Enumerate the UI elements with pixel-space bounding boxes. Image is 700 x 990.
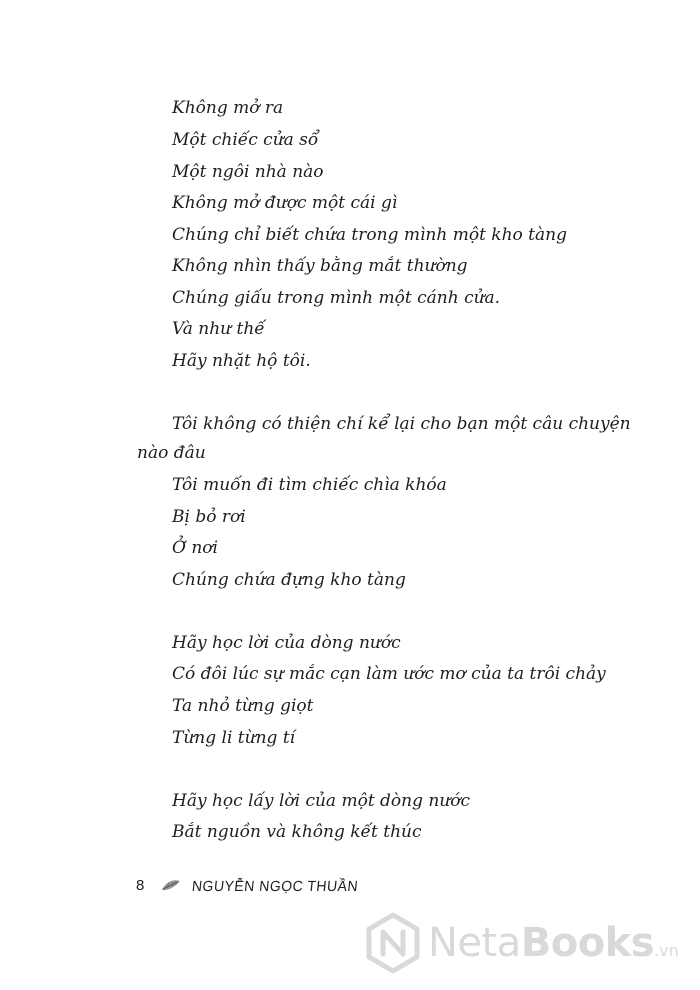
watermark	[362, 912, 700, 982]
poem-line: Có đôi lúc sự mắc cạn làm ước mơ của ta trôi chảy	[172, 664, 606, 684]
poem-line: Và như thế	[172, 319, 265, 339]
poem-line: Ở nơi	[172, 538, 218, 558]
poem-line: Không mở ra	[172, 98, 284, 118]
leaf-ornament-icon	[160, 878, 182, 894]
watermark-brand-part1: Neta	[428, 920, 521, 966]
poem-line: Chúng chỉ biết chứa trong mình một kho tàng	[172, 225, 567, 245]
poem-line: Hãy học lời của dòng nước	[172, 633, 401, 653]
poem-line: Chúng chứa đựng kho tàng	[172, 570, 406, 590]
netabooks-logo-icon	[362, 912, 424, 974]
watermark-brand-part2: Books	[520, 920, 655, 966]
poem-line: Bắt nguồn và không kết thúc	[172, 822, 422, 842]
poem-line: Chúng giấu trong mình một cánh cửa.	[172, 288, 501, 308]
watermark-tld: .vn	[654, 941, 679, 960]
poem-line: Từng li từng tí	[172, 728, 296, 748]
poem-line: Hãy học lấy lời của một dòng nước	[172, 791, 471, 811]
poem-line: Một chiếc cửa sổ	[172, 130, 319, 150]
poem-line: Hãy nhặt hộ tôi.	[172, 351, 311, 371]
watermark-text	[428, 920, 679, 974]
author-name: NGUYỄN NGỌC THUẦN	[191, 877, 360, 895]
poem-line-continuation: nào đâu	[137, 443, 206, 463]
page-footer	[0, 872, 700, 902]
page-number: 8	[136, 877, 145, 894]
poem-line: Không mở được một cái gì	[172, 193, 398, 213]
poem-line: Một ngôi nhà nào	[172, 162, 324, 182]
poem-line: Không nhìn thấy bằng mắt thường	[172, 256, 468, 276]
poem-line: Ta nhỏ từng giọt	[172, 696, 314, 716]
poem-line: Tôi không có thiện chí kể lại cho bạn một câu chuyện	[172, 414, 631, 434]
poem-line: Tôi muốn đi tìm chiếc chìa khóa	[172, 475, 447, 495]
poem-line: Bị bỏ rơi	[172, 507, 246, 527]
